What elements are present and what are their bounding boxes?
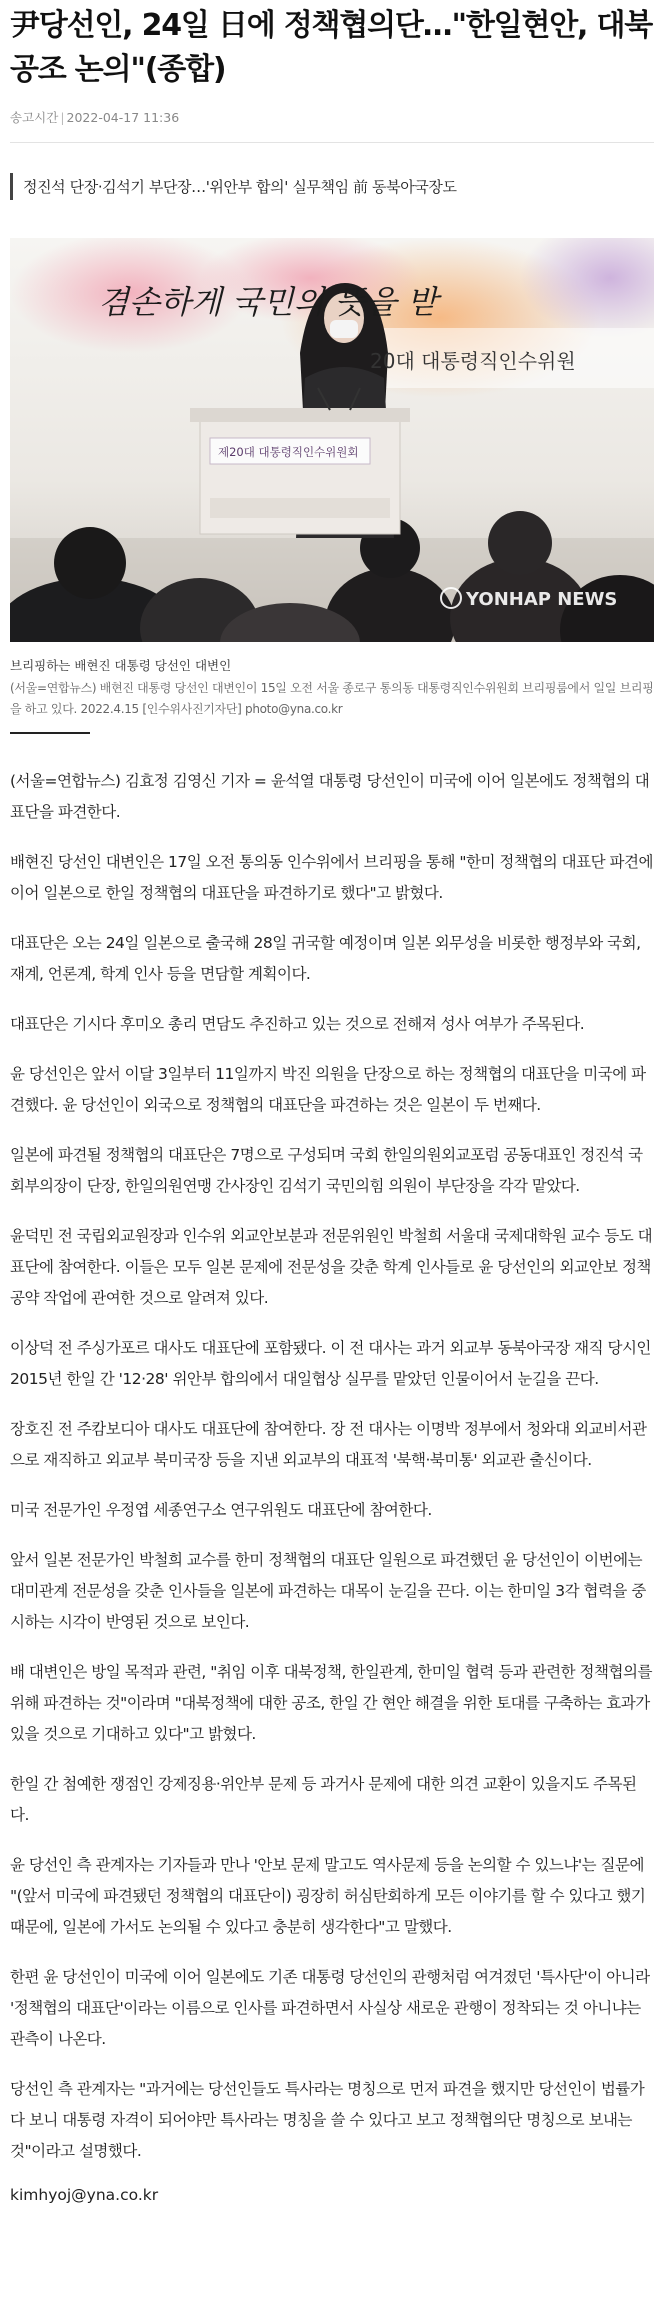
paragraph: 일본에 파견될 정책협의 대표단은 7명으로 구성되며 국회 한일의원외교포럼 공동대표인 정진석 국회부의장이 단장, 한일의원연맹 간사장인 김석기 국민의힘 의원이 부단장을 각각 맡았다.	[10, 1146, 643, 1195]
article-meta	[10, 108, 654, 143]
headline: 尹당선인, 24일 日에 정책협의단…"한일현안, 대북공조 논의"(종합)	[10, 8, 653, 87]
article-subtitle: 정진석 단장·김석기 부단장…'위안부 합의' 실무책임 前 동북아국장도	[10, 173, 654, 200]
divider	[10, 732, 90, 734]
paragraph: 앞서 일본 전문가인 박철희 교수를 한미 정책협의 대표단 일원으로 파견했던 윤 당선인이 이번에는 대미관계 전문성을 갖춘 인사들을 일본에 파견하는 대목이 눈길을 끈다. 이는 한미일 3각 협력을 중시하는 시각이 반영된 것으로 보인다.	[10, 1551, 646, 1631]
paragraph: 배 대변인은 방일 목적과 관련, "취임 이후 대북정책, 한일관계, 한미일 협력 등과 관련한 정책협의를 위해 파견하는 것"이라며 "대북정책에 대한 공조, 한일 간 현안 해결을 위한 토대를 구축하는 효과가 있을 것으로 기대하고 있다"고 밝혔다.	[10, 1663, 652, 1743]
reporter-email[interactable]: kimhyoj@yna.co.kr	[10, 2186, 159, 2204]
banner-text: 겸손하게 국민의 뜻을 받	[98, 283, 438, 321]
paragraph: 미국 전문가인 우정엽 세종연구소 연구위원도 대표단에 참여한다.	[10, 1501, 432, 1519]
banner-subtext: 20대 대통령직인수위원	[370, 349, 576, 373]
article-body	[10, 766, 654, 2167]
paragraph: (서울=연합뉴스) 김효정 김영신 기자 = 윤석열 대통령 당선인이 미국에 이어 일본에도 정책협의 대표단을 파견한다.	[10, 772, 650, 821]
paragraph: 한일 간 첨예한 쟁점인 강제징용·위안부 문제 등 과거사 문제에 대한 의견 교환이 있을지도 주목된다.	[10, 1775, 637, 1824]
paragraph: 당선인 측 관계자는 "과거에는 당선인들도 특사라는 명칭으로 먼저 파견을 했지만 당선인이 법률가다 보니 대통령 자격이 되어야만 특사라는 명칭을 쓸 수 있다고 보고 정책협의단 명칭으로 보내는 것"이라고 설명했다.	[10, 2080, 645, 2160]
paragraph: 이상덕 전 주싱가포르 대사도 대표단에 포함됐다. 이 전 대사는 과거 외교부 동북아국장 재직 당시인 2015년 한일 간 '12·28' 위안부 합의에서 대일협상 실무를 맡았던 인물이어서 눈길을 끈다.	[10, 1339, 651, 1388]
meta-separator: |	[60, 110, 65, 125]
photo-caption-title: 브리핑하는 배현진 대통령 당선인 대변인	[10, 658, 232, 673]
paragraph: 대표단은 오는 24일 일본으로 출국해 28일 귀국할 예정이며 일본 외무성을 비롯한 행정부와 국회, 재계, 언론계, 학계 인사 등을 면담할 계획이다.	[10, 934, 641, 983]
article-photo[interactable]	[10, 238, 654, 642]
paragraph: 윤덕민 전 국립외교원장과 인수위 외교안보분과 전문위원인 박철희 서울대 국제대학원 교수 등도 대표단에 참여한다. 이들은 모두 일본 문제에 전문성을 갖춘 학계 인사들로 윤 당선인의 외교안보 정책 공약 작업에 관여한 것으로 알려져 있다.	[10, 1227, 653, 1307]
paragraph: 한편 윤 당선인이 미국에 이어 일본에도 기존 대통령 당선인의 관행처럼 여겨졌던 '특사단'이 아니라 '정책협의 대표단'이라는 이름으로 인사를 파견하면서 사실상 새로운 관행이 정착되는 것 아니냐는 관측이 나온다.	[10, 1968, 650, 2048]
photo-caption-body: (서울=연합뉴스) 배현진 대통령 당선인 대변인이 15일 오전 서울 종로구 통의동 대통령직인수위원회 브리핑룸에서 일일 브리핑을 하고 있다. 2022.4.15 [인수위사진기자단] photo@yna.co.kr	[10, 681, 654, 716]
paragraph: 장호진 전 주캄보디아 대사도 대표단에 참여한다. 장 전 대사는 이명박 정부에서 청와대 외교비서관으로 재직하고 외교부 북미국장 등을 지낸 외교부의 대표적 '북핵·북미통' 외교관 출신이다.	[10, 1420, 647, 1469]
paragraph: 윤 당선인은 앞서 이달 3일부터 11일까지 박진 의원을 단장으로 하는 정책협의 대표단을 미국에 파견했다. 윤 당선인이 외국으로 정책협의 대표단을 파견하는 것은 일본이 두 번째다.	[10, 1065, 646, 1114]
paragraph: 대표단은 기시다 후미오 총리 면담도 추진하고 있는 것으로 전해져 성사 여부가 주목된다.	[10, 1015, 585, 1033]
publish-date: 2022-04-17 11:36	[66, 110, 180, 125]
paragraph: 배현진 당선인 대변인은 17일 오전 통의동 인수위에서 브리핑을 통해 "한미 정책협의 대표단 파견에 이어 일본으로 한일 정책협의 대표단을 파견하기로 했다"고 밝혔다.	[10, 853, 653, 902]
photo-watermark: YONHAP NEWS	[466, 589, 618, 610]
paragraph: 윤 당선인 측 관계자는 기자들과 만나 '안보 문제 말고도 역사문제 등을 논의할 수 있느냐'는 질문에 "(앞서 미국에 파견됐던 정책협의 대표단이) 굉장히 허심탄회하게 모든 이야기를 할 수 있다고 했기 때문에, 일본에 가서도 논의될 수 있다고 충분히 생각한다"고 말했다.	[10, 1856, 646, 1936]
meta-label: 송고시간	[10, 110, 59, 125]
podium-sign: 제20대 대통령직인수위원회	[218, 445, 359, 459]
photo-illustration	[10, 238, 654, 642]
